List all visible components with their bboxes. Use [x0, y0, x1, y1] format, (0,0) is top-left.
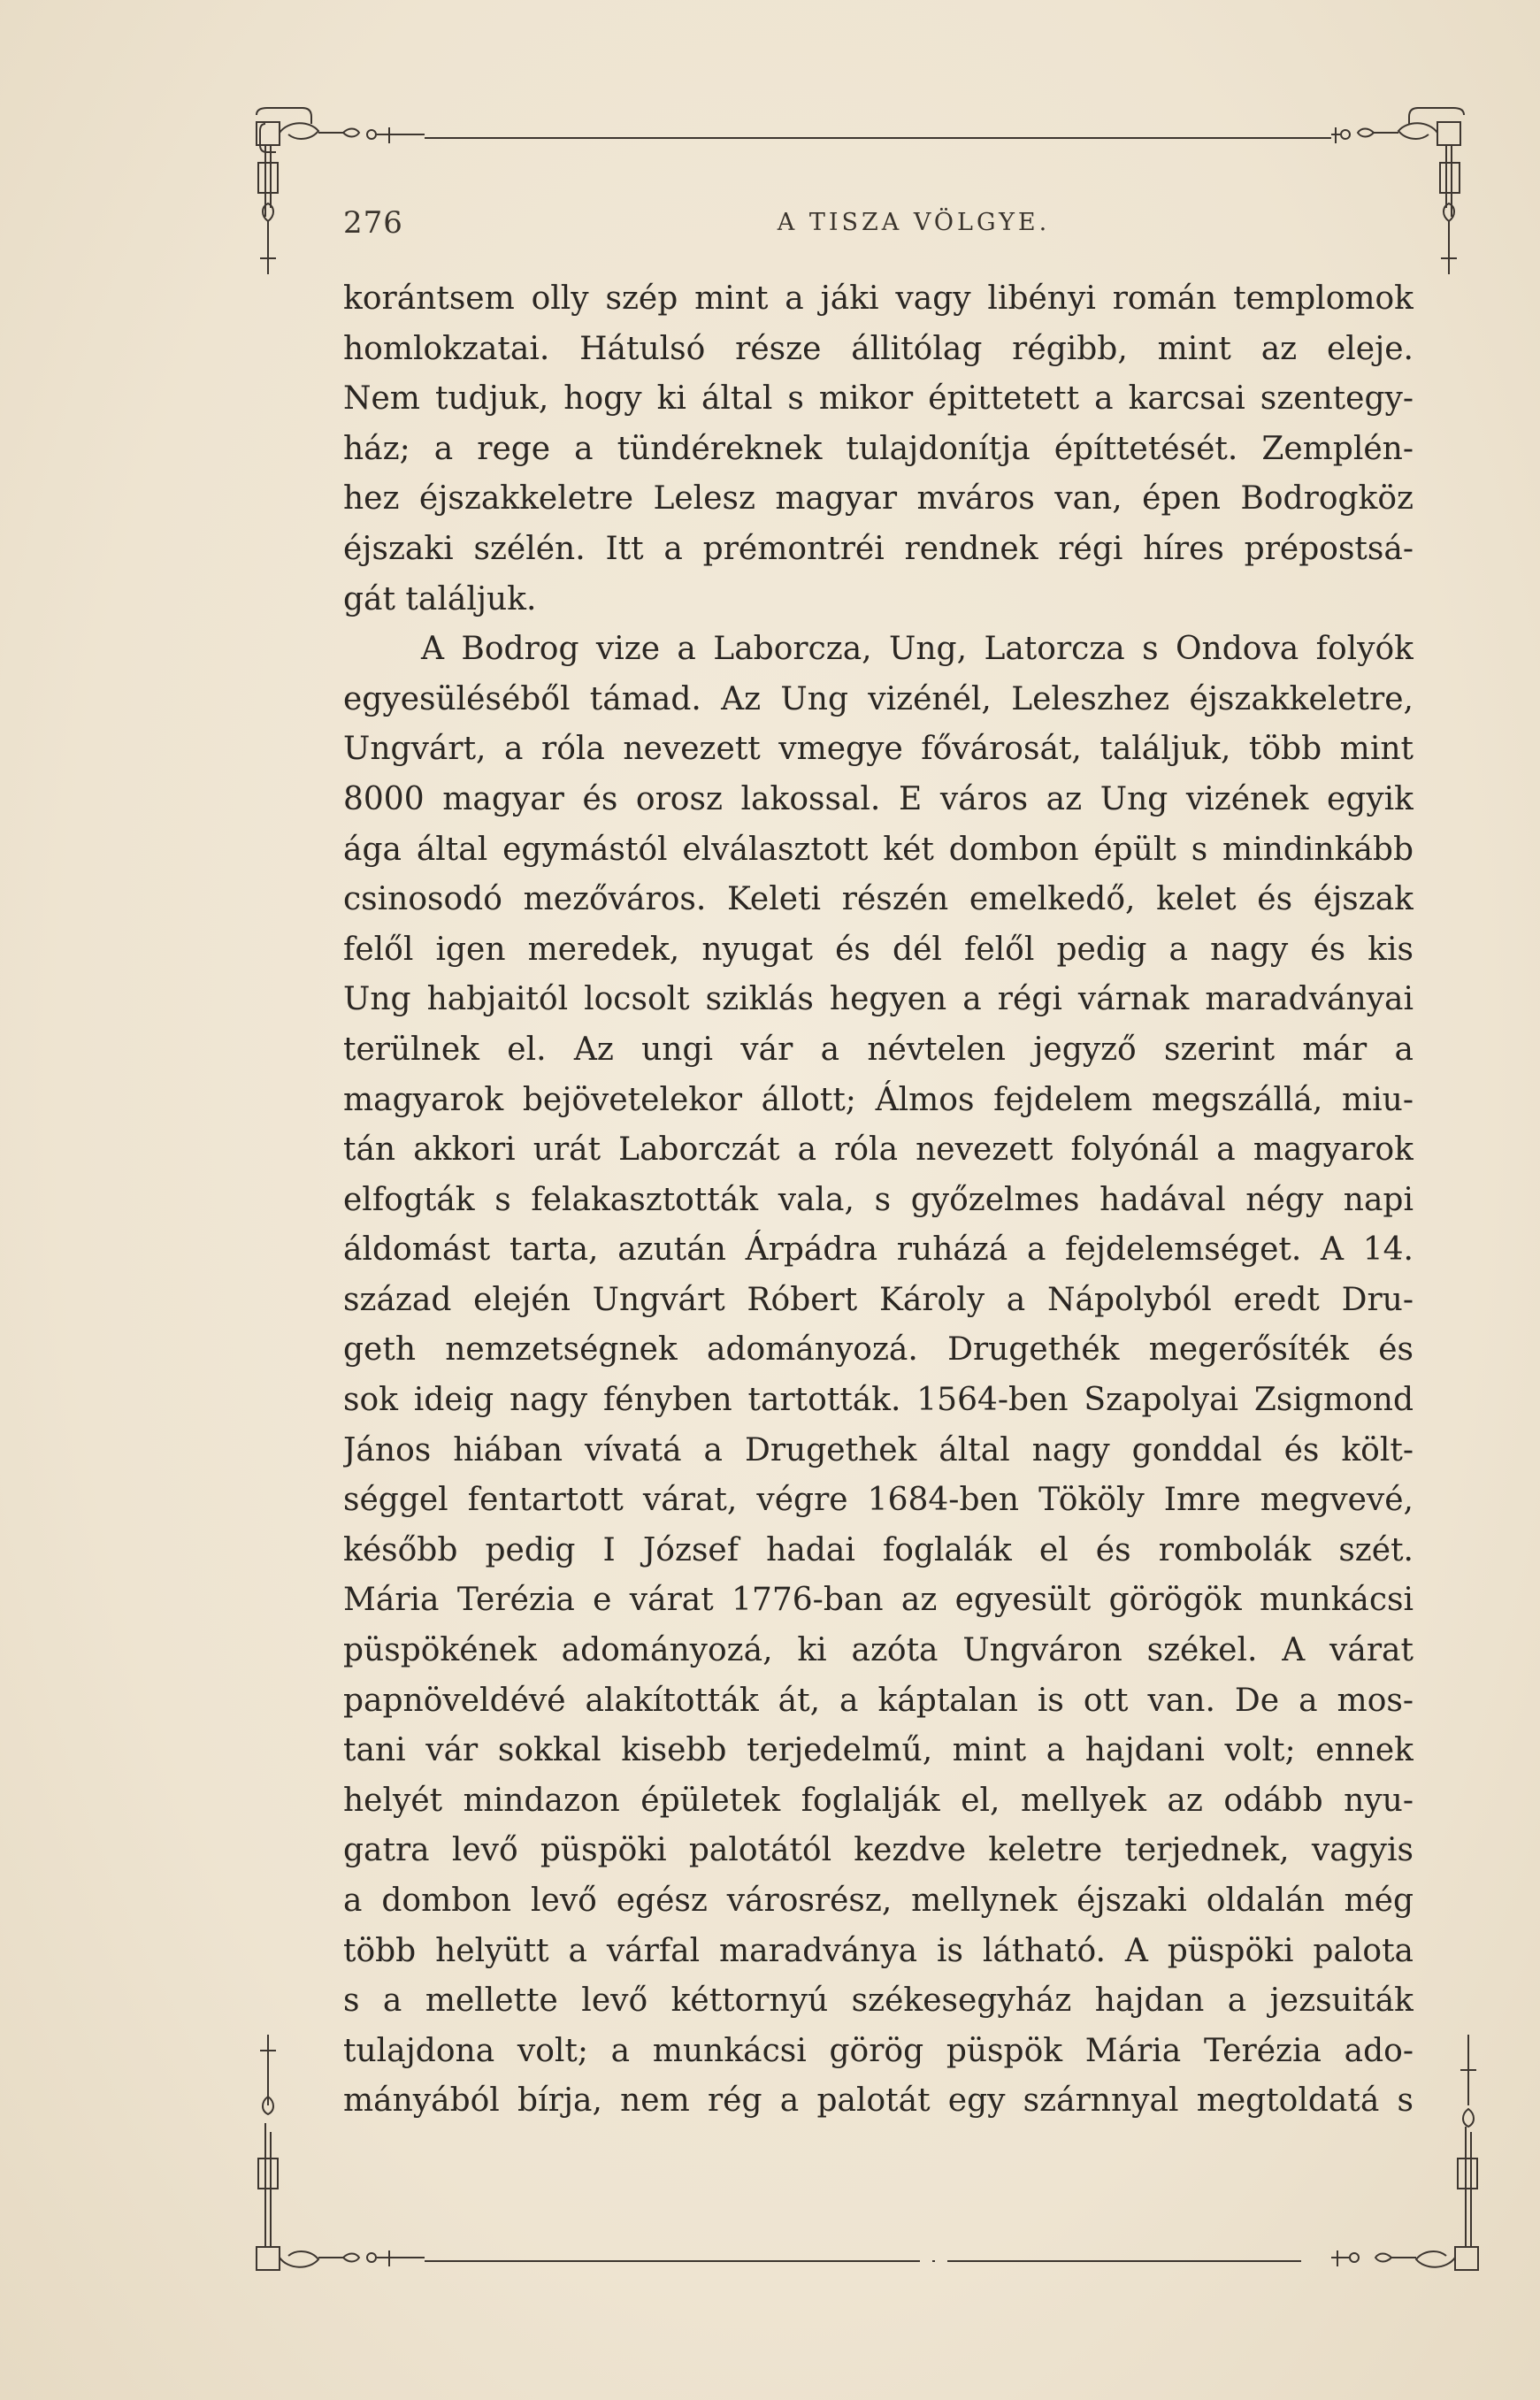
- text-line: több helyütt a várfal maradványa is látható. A püspöki palota: [343, 1932, 1414, 1969]
- text-line: magyarok bejövetelekor állott; Álmos fejdelem megszállá, miu-: [343, 1081, 1414, 1118]
- text-line: csinosodó mezőváros. Keleti részén emelkedő, kelet és éjszak: [343, 881, 1414, 918]
- text-line: század elején Ungvárt Róbert Károly a Nápolyból eredt Dru-: [343, 1281, 1414, 1318]
- text-line: Mária Terézia e várat 1776-ban az egyesült görögök munkácsi: [343, 1582, 1414, 1619]
- text-line: tán akkori urát Laborczát a róla nevezett folyónál a magyarok: [343, 1131, 1414, 1169]
- text-line: s a mellette levő kéttornyú székesegyház hajdan a jezsuiták: [343, 1982, 1414, 2020]
- text-line: gát találjuk.: [343, 580, 537, 617]
- text-line: egyesüléséből támad. Az Ung vizénél, Leleszhez éjszakkeletre,: [343, 680, 1414, 717]
- text-line: mányából bírja, nem rég a palotát egy szárnnyal megtoldatá s: [343, 2082, 1414, 2120]
- text-line: tulajdona volt; a munkácsi görög püspök Mária Terézia ado-: [343, 2032, 1414, 2069]
- text-line: 8000 magyar és orosz lakossal. E város az Ung vizének egyik: [343, 780, 1414, 817]
- text-line: ága által egymástól elválasztott két dombon épült s mindinkább: [343, 831, 1414, 868]
- text-line: hez éjszakkeletre Lelesz magyar mváros van, épen Bodrogköz: [343, 480, 1414, 518]
- text-line: Nem tudjuk, hogy ki által s mikor épittetett a karcsai szentegy-: [343, 380, 1414, 418]
- text-line: terülnek el. Az ungi vár a névtelen jegyző szerint már a: [343, 1031, 1414, 1068]
- text-line: korántsem olly szép mint a jáki vagy libényi román templomok: [343, 280, 1414, 317]
- text-line: gatra levő püspöki palotától kezdve keletre terjednek, vagyis: [343, 1832, 1414, 1869]
- text-line: séggel fentartott várat, végre 1684-ben Tököly Imre megvevé,: [343, 1482, 1414, 1519]
- text-line: János hiában vívatá a Drugethek által nagy gonddal és költ-: [343, 1431, 1414, 1468]
- text-line: püspökének adományozá, ki azóta Ungváron székel. A várat: [343, 1632, 1414, 1669]
- page-header: [343, 205, 1414, 244]
- text-line: áldomást tarta, azután Árpádra ruházá a fejdelemséget. A 14.: [343, 1231, 1414, 1269]
- text-line: elfogták s felakasztották vala, s győzelmes hadával négy napi: [343, 1181, 1414, 1218]
- text-line: papnöveldévé alakították át, a káptalan is ott van. De a mos-: [343, 1682, 1414, 1719]
- text-line: Ung habjaitól locsolt sziklás hegyen a régi várnak maradványai: [343, 981, 1414, 1018]
- text-line: Ungvárt, a róla nevezett vmegye fővárosát, találjuk, több mint: [343, 731, 1414, 768]
- text-line: helyét mindazon épületek foglalják el, mellyek az odább nyu-: [343, 1782, 1414, 1819]
- text-line: sok ideig nagy fényben tartották. 1564-ben Szapolyai Zsigmond: [343, 1382, 1414, 1419]
- running-title: A TISZA VÖLGYE.: [777, 209, 1051, 236]
- page-number: 276: [343, 205, 403, 241]
- text-line: homlokzatai. Hátulsó része állitólag régibb, mint az eleje.: [343, 330, 1414, 367]
- text-line: később pedig I József hadai foglalák el és rombolák szét.: [343, 1531, 1414, 1568]
- text-line: éjszaki szélén. Itt a prémontréi rendnek régi híres prépostsá-: [343, 530, 1414, 567]
- text-line: a dombon levő egész városrész, mellynek éjszaki oldalán még: [343, 1882, 1414, 1919]
- text-line: ház; a rege a tündéreknek tulajdonítja építtetését. Zemplén-: [343, 430, 1414, 467]
- text-line: felől igen meredek, nyugat és dél felől pedig a nagy és kis: [343, 931, 1414, 968]
- text-line: A Bodrog vize a Laborcza, Ung, Latorcza s Ondova folyók: [421, 631, 1414, 668]
- text-line: tani vár sokkal kisebb terjedelmű, mint a hajdani volt; ennek: [343, 1732, 1414, 1769]
- text-line: geth nemzetségnek adományozá. Drugethék megerősíték és: [343, 1331, 1414, 1369]
- body-text: [343, 274, 1414, 2127]
